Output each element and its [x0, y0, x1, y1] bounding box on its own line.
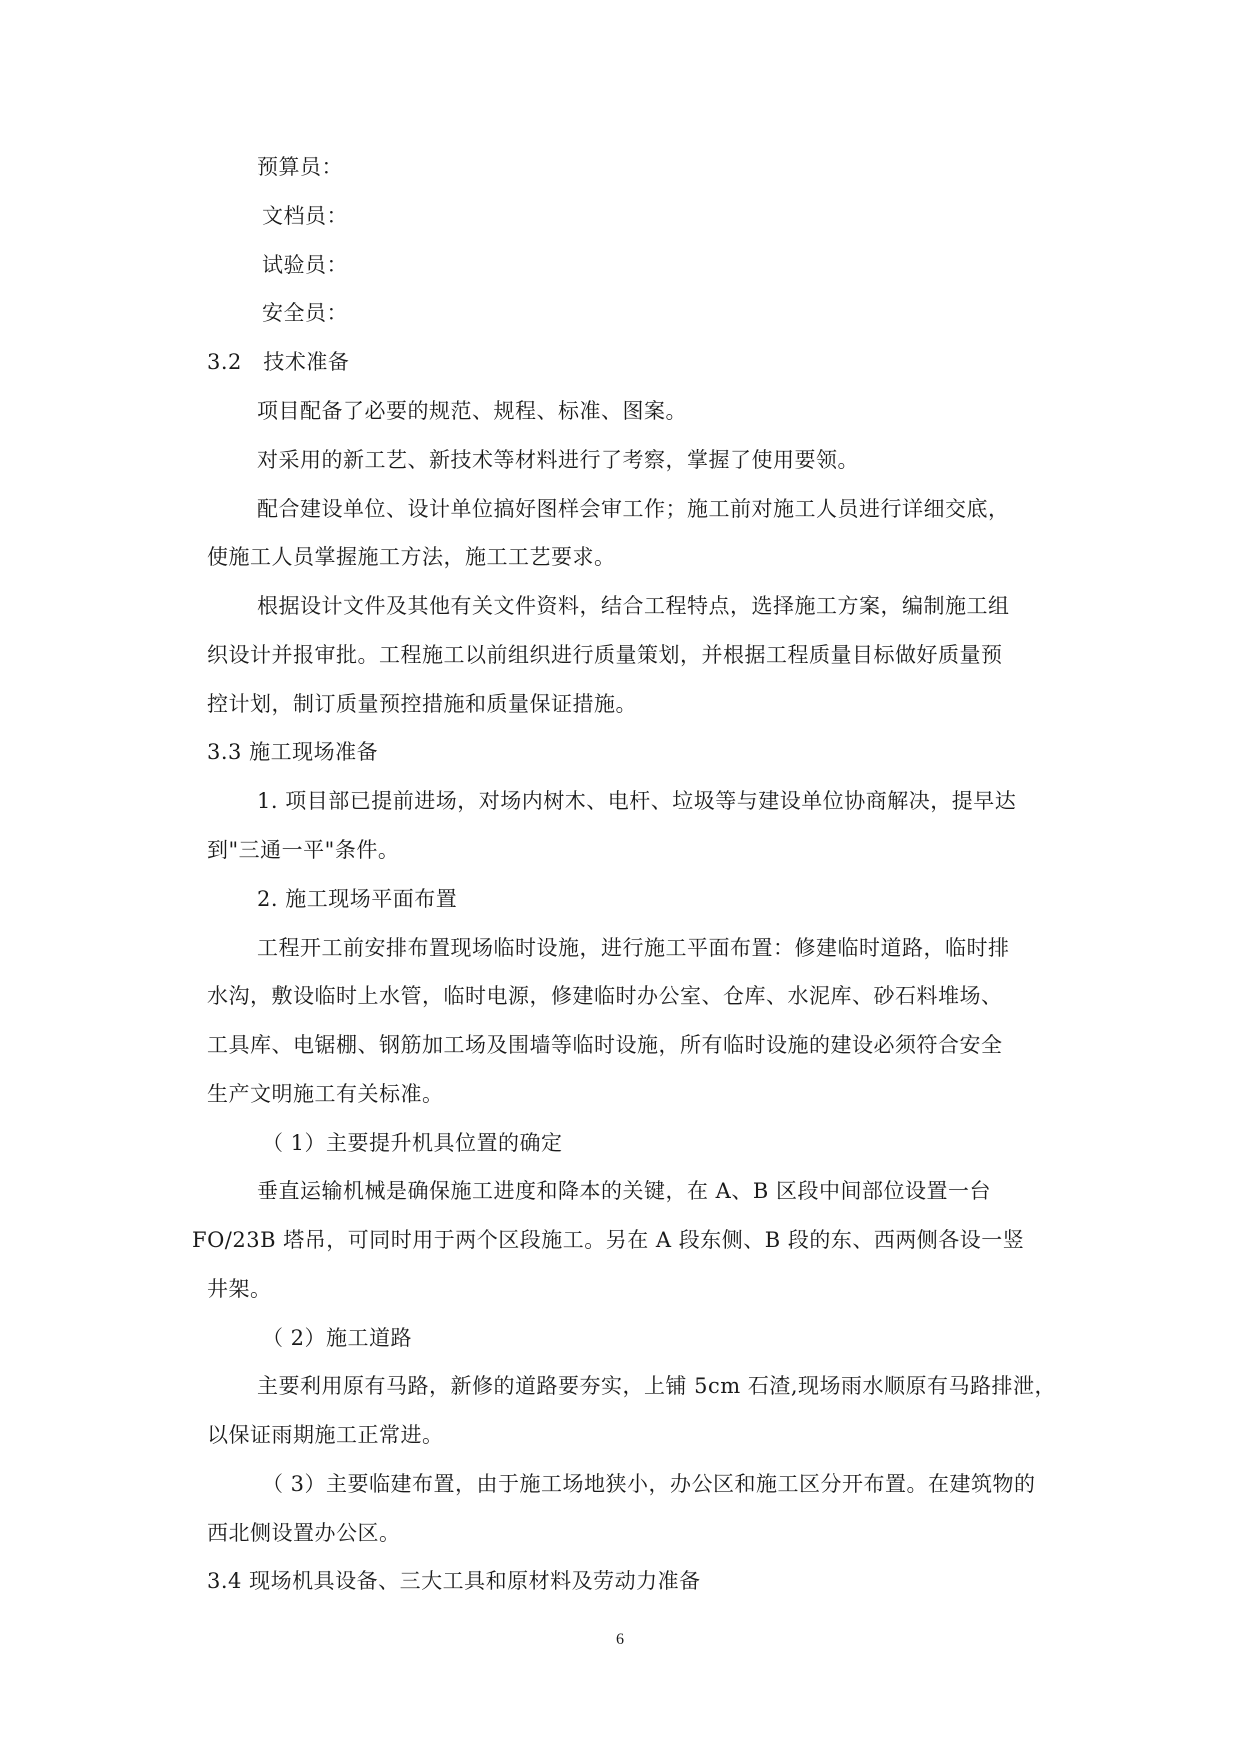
section-heading-3-2: 3.2 技术准备	[207, 350, 350, 374]
section-heading-3-3: 3.3 施工现场准备	[207, 740, 379, 764]
paragraph-line: 垂直运输机械是确保施工进度和降本的关键，在 A、B 区段中间部位设置一台	[257, 1179, 991, 1203]
paragraph-line: 工程开工前安排布置现场临时设施，进行施工平面布置：修建临时道路，临时排	[257, 936, 1010, 960]
subheading-1: （ 1）主要提升机具位置的确定	[262, 1131, 563, 1155]
paragraph-line: 项目配备了必要的规范、规程、标准、图案。	[257, 399, 687, 423]
paragraph-line: 配合建设单位、设计单位搞好图样会审工作；施工前对施工人员进行详细交底，	[257, 497, 1010, 521]
paragraph-line: 根据设计文件及其他有关文件资料，结合工程特点，选择施工方案，编制施工组	[257, 594, 1010, 618]
paragraph-line: 工具库、电锯棚、钢筋加工场及围墙等临时设施，所有临时设施的建设必须符合安全	[207, 1033, 1003, 1057]
role-budget-officer: 预算员：	[257, 155, 343, 179]
paragraph-line: 生产文明施工有关标准。	[207, 1082, 444, 1106]
page-number: 6	[616, 1631, 624, 1648]
paragraph-line: 织设计并报审批。工程施工以前组织进行质量策划，并根据工程质量目标做好质量预	[207, 643, 1003, 667]
role-safety-officer: 安全员：	[262, 301, 348, 325]
paragraph-line: 水沟，敷设临时上水管，临时电源，修建临时办公室、仓库、水泥库、砂石料堆场、	[207, 984, 1003, 1008]
role-document-officer: 文档员：	[262, 204, 348, 228]
paragraph-line: 到"三通一平"条件。	[207, 838, 400, 862]
subheading-2: （ 2）施工道路	[262, 1326, 413, 1350]
paragraph-line: FO/23B 塔吊，可同时用于两个区段施工。另在 A 段东侧、B 段的东、西两侧各设一竖	[192, 1228, 1025, 1252]
paragraph-line: 主要利用原有马路，新修的道路要夯实，上铺 5cm 石渣,现场雨水顺原有马路排泄，	[257, 1374, 1057, 1398]
paragraph-line: 使施工人员掌握施工方法，施工工艺要求。	[207, 545, 616, 569]
subheading-3: （ 3）主要临建布置，由于施工场地狭小，办公区和施工区分开布置。在建筑物的	[262, 1472, 1036, 1496]
paragraph-line: 控计划，制订质量预控措施和质量保证措施。	[207, 692, 637, 716]
paragraph-line: 以保证雨期施工正常进。	[207, 1423, 444, 1447]
list-item-2: 2. 施工现场平面布置	[257, 887, 458, 911]
section-heading-3-4: 3.4 现场机具设备、三大工具和原材料及劳动力准备	[207, 1569, 701, 1593]
paragraph-line: 井架。	[207, 1277, 272, 1301]
role-test-officer: 试验员：	[262, 253, 348, 277]
paragraph-line: 西北侧设置办公区。	[207, 1521, 401, 1545]
list-item-1: 1. 项目部已提前进场，对场内树木、电杆、垃圾等与建设单位协商解决，提早达	[257, 789, 1017, 813]
paragraph-line: 对采用的新工艺、新技术等材料进行了考察，掌握了使用要领。	[257, 448, 859, 472]
